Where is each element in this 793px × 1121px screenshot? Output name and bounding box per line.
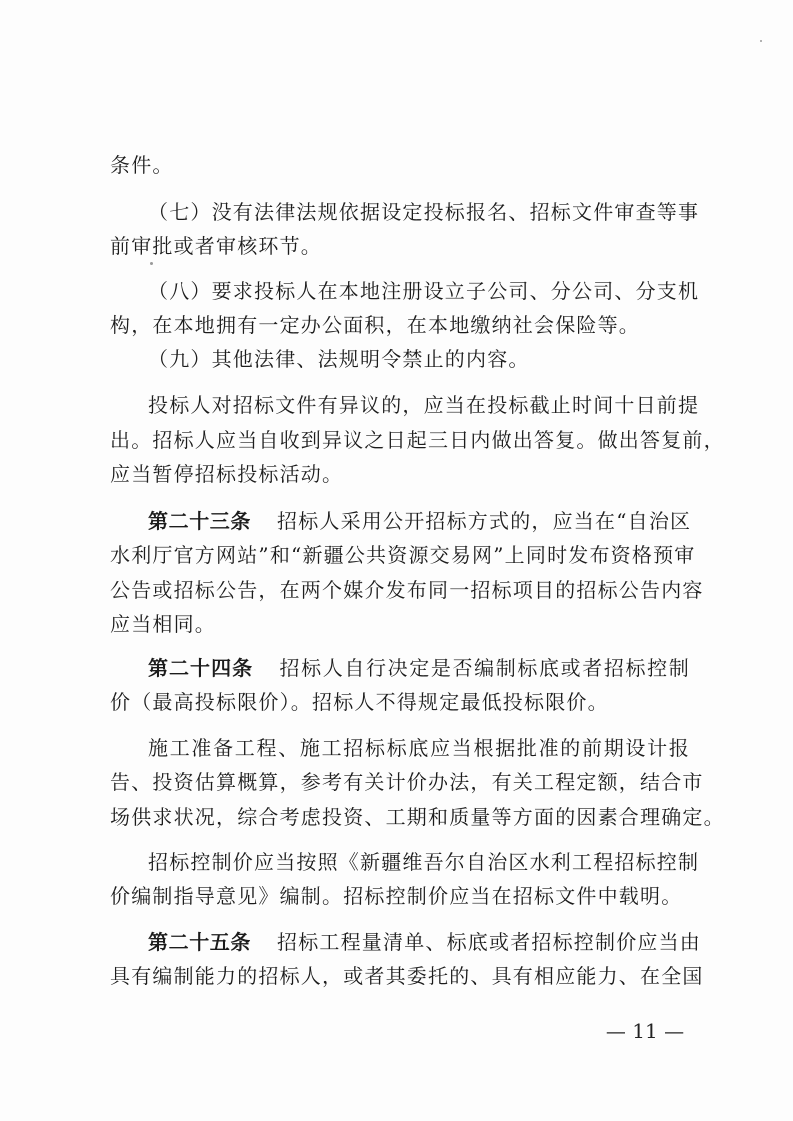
page-number: — 11 — xyxy=(605,1019,685,1043)
text-span: 招标人采用公开招标方式的，应当在“自治区 xyxy=(277,509,692,533)
scan-speck xyxy=(150,262,153,265)
text-line: 场供求状况，综合考虑投资、工期和质量等方面的因素合理确定。 xyxy=(110,805,725,829)
text-line: 应当暂停招标投标活动。 xyxy=(110,462,344,486)
text-line: （七）没有法律法规依据设定投标报名、招标文件审查等事 xyxy=(148,200,700,224)
text-line: 价编制指导意见》编制。招标控制价应当在招标文件中载明。 xyxy=(110,884,683,908)
text-line: 条件。 xyxy=(110,153,174,177)
article-heading: 第二十四条 xyxy=(148,656,254,680)
text-line: 应当相同。 xyxy=(110,612,216,636)
text-line: 水利厅官方网站”和“新疆公共资源交易网”上同时发布资格预审 xyxy=(110,543,696,567)
text-line: 前审批或者审核环节。 xyxy=(110,234,322,258)
text-line: 招标控制价应当按照《新疆维吾尔自治区水利工程招标控制 xyxy=(148,850,700,874)
text-line: 具有编制能力的招标人，或者其委托的、具有相应能力、在全国 xyxy=(110,964,704,988)
text-line: 出。招标人应当自收到异议之日起三日内做出答复。做出答复前， xyxy=(110,428,725,452)
text-span: 招标工程量清单、标底或者招标控制价应当由 xyxy=(277,930,701,954)
text-line: （八）要求投标人在本地注册设立子公司、分公司、分支机 xyxy=(148,279,700,303)
text-span: 招标人自行决定是否编制标底或者招标控制 xyxy=(279,656,690,680)
article-heading: 第二十五条 xyxy=(148,930,251,954)
text-line: 施工准备工程、施工招标标底应当根据批准的前期设计报 xyxy=(148,736,690,760)
text-line: 价（最高投标限价）。招标人不得规定最低投标限价。 xyxy=(110,690,609,714)
text-line: （九）其他法律、法规明令禁止的内容。 xyxy=(148,347,530,371)
text-line: 投标人对招标文件有异议的，应当在投标截止时间十日前提 xyxy=(148,393,700,417)
text-line: 构，在本地拥有一定办公面积，在本地缴纳社会保险等。 xyxy=(110,313,640,337)
scan-speck xyxy=(760,40,762,42)
article-heading: 第二十三条 xyxy=(148,509,251,533)
text-line: 公告或招标公告，在两个媒介发布同一招标项目的招标公告内容 xyxy=(110,578,704,602)
text-line: 告、投资估算概算，参考有关计价办法，有关工程定额，结合市 xyxy=(110,770,704,794)
